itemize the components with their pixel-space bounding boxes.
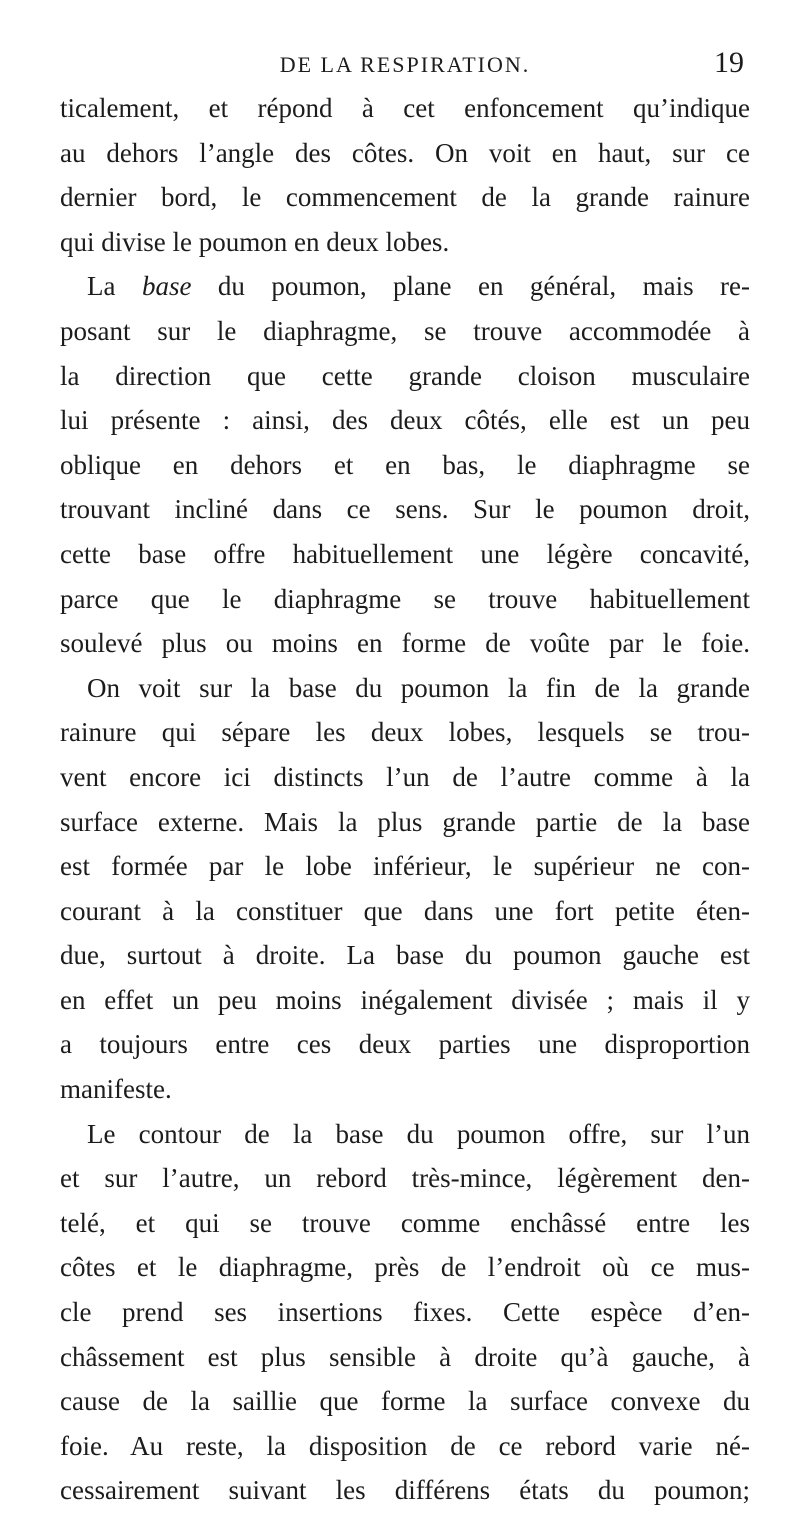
- text-line: a toujours entre ces deux parties une disproportion: [60, 1029, 750, 1060]
- body-text: [60, 86, 750, 1513]
- text-line: et sur l’autre, un rebord très-mince, légèrement den-: [60, 1163, 750, 1194]
- text-line: telé, et qui se trouve comme enchâssé entre les: [60, 1207, 750, 1238]
- text-line: cle prend ses insertions fixes. Cette espèce d’en-: [60, 1297, 750, 1328]
- text-line: surface externe. Mais la plus grande partie de la base: [60, 806, 750, 837]
- text-line: courant à la constituer que dans une fort petite éten-: [60, 895, 750, 926]
- text-line: rainure qui sépare les deux lobes, lesquels se trou-: [60, 717, 750, 748]
- text-line: posant sur le diaphragme, se trouve accommodée à: [60, 315, 750, 346]
- running-title: DE LA RESPIRATION.: [279, 52, 531, 77]
- running-head: [60, 46, 750, 86]
- text-line: vent encore ici distincts l’un de l’autre comme à la: [60, 761, 750, 792]
- line-suffix: du poumon, plane en général, mais re-: [191, 271, 750, 302]
- text-line: soulevé plus ou moins en forme de voûte par le foie.: [60, 628, 750, 659]
- page-number: 19: [714, 46, 744, 79]
- text-line: foie. Au reste, la disposition de ce rebord varie né-: [60, 1430, 750, 1461]
- text-line: due, surtout à droite. La base du poumon gauche est: [60, 940, 750, 971]
- text-line: ticalement, et répond à cet enfoncement qu’indique: [60, 93, 750, 123]
- text-line: cause de la saillie que forme la surface convexe du: [60, 1386, 750, 1417]
- paragraph-end-line: manifeste.: [60, 1074, 172, 1105]
- text-line: trouvant incliné dans ce sens. Sur le poumon droit,: [60, 494, 750, 525]
- text-line: la direction que cette grande cloison musculaire: [60, 360, 750, 391]
- line-prefix: La: [87, 271, 142, 302]
- paragraph-end-line: qui divise le poumon en deux lobes.: [60, 226, 450, 257]
- text-line: lui présente : ainsi, des deux côtés, elle est un peu: [60, 405, 750, 436]
- text-line: oblique en dehors et en bas, le diaphragme se: [60, 449, 750, 480]
- text-line: châssement est plus sensible à droite qu’à gauche, à: [60, 1341, 750, 1372]
- paragraph-start-line: [60, 264, 750, 309]
- text-line: cessairement suivant les différens états du poumon;: [60, 1475, 750, 1506]
- italic-term: base: [141, 271, 192, 302]
- text-line: cette base offre habituellement une légère concavité,: [60, 538, 750, 569]
- text-line: au dehors l’angle des côtes. On voit en haut, sur ce: [60, 137, 750, 168]
- text-line: dernier bord, le commencement de la grande rainure: [60, 182, 750, 213]
- text-line: en effet un peu moins inégalement divisée ; mais il y: [60, 984, 750, 1015]
- text-line: côtes et le diaphragme, près de l’endroit où ce mus-: [60, 1252, 750, 1283]
- paragraph-start-line: Le contour de la base du poumon offre, sur l’un: [87, 1118, 750, 1149]
- text-line: On voit sur la base du poumon la fin de la grande: [87, 672, 750, 703]
- text-line: parce que le diaphragme se trouve habituellement: [60, 583, 750, 614]
- text-line: est formée par le lobe inférieur, le supérieur ne con-: [60, 851, 750, 882]
